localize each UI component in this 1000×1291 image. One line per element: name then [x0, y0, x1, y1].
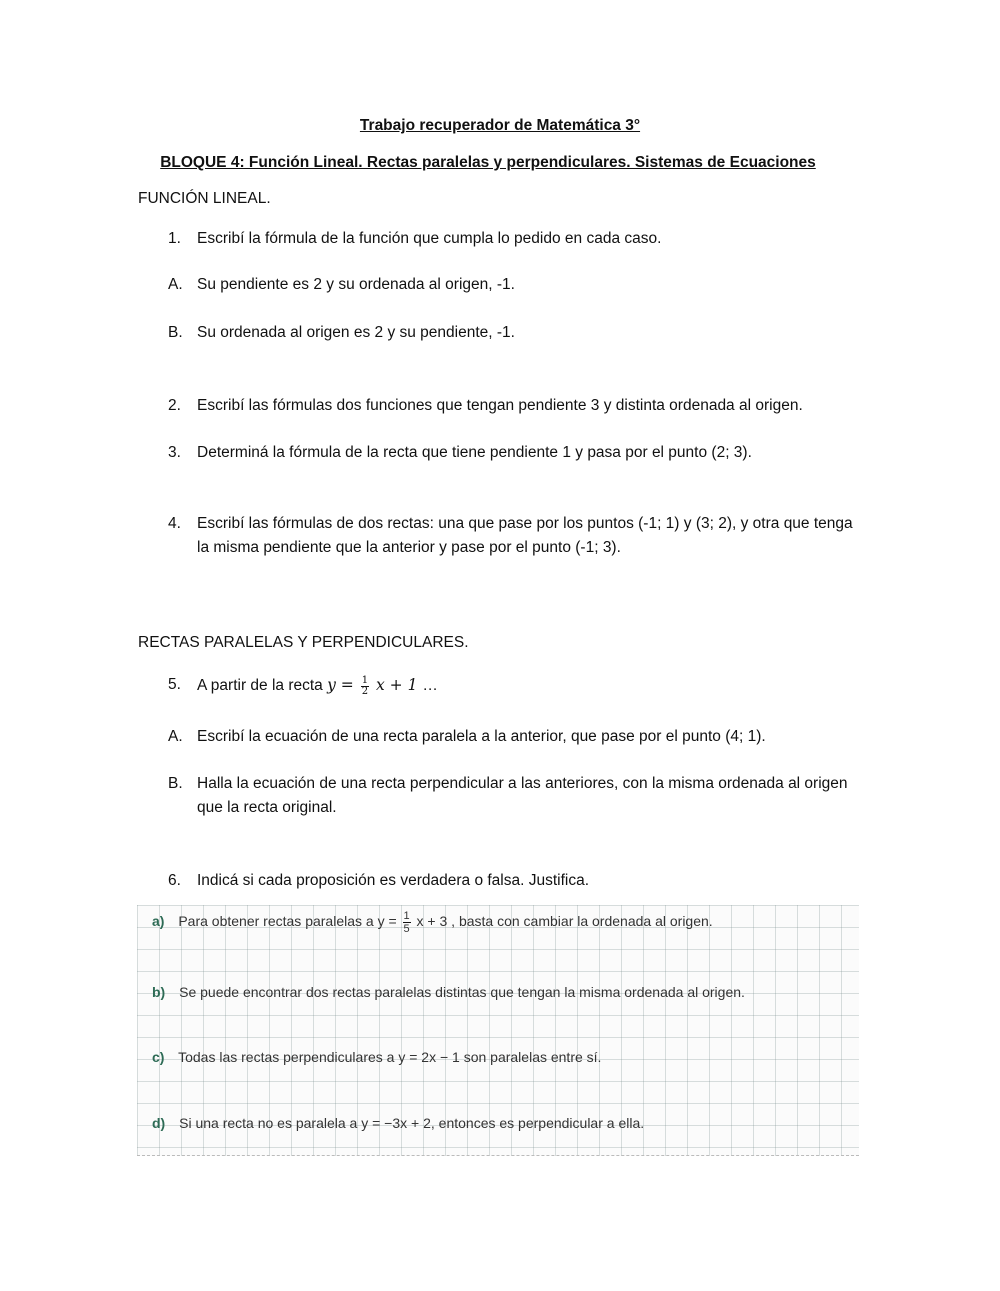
item-text: Escribí la fórmula de la función que cumpla lo pedido en cada caso. — [197, 230, 662, 247]
item-text: Indicá si cada proposición es verdadera o falsa. Justifica. — [197, 872, 590, 889]
item-text: Su pendiente es 2 y su ordenada al origen, -1. — [197, 276, 515, 293]
proposition-text: Se puede encontrar dos rectas paralelas distintas que tengan la misma ordenada al origen. — [179, 984, 745, 1000]
proposition-fraction — [403, 910, 411, 935]
proposition-label: b) — [152, 984, 166, 1000]
item-text: Halla la ecuación de una recta perpendicular a las anteriores, con la misma ordenada al origen que la recta original. — [197, 775, 848, 816]
equation-lhs: y = — [327, 676, 354, 694]
item-prefix: A partir de la recta — [197, 677, 328, 694]
item-number: 1. — [168, 230, 181, 247]
fraction-numerator: 1 — [361, 674, 369, 686]
fraction-numerator: 1 — [403, 910, 410, 922]
proposition-label: a) — [152, 913, 165, 930]
proposition-a — [152, 910, 852, 935]
item-number: 2. — [168, 397, 181, 414]
proposition-label: d) — [152, 1115, 166, 1131]
section-heading-funcion-lineal: FUNCIÓN LINEAL. — [138, 190, 271, 207]
equation-rhs: x + 1 — [376, 676, 418, 694]
proposition-text: Si una recta no es paralela a y = −3x + 2, entonces es perpendicular a ella. — [179, 1115, 645, 1131]
proposition-text-post: x + 3 , basta con cambiar la ordenada al origen. — [416, 913, 713, 930]
section-heading-rectas: RECTAS PARALELAS Y PERPENDICULARES. — [138, 634, 469, 651]
page-subtitle: BLOQUE 4: Función Lineal. Rectas paralelas y perpendiculares. Sistemas de Ecuaciones — [160, 154, 816, 171]
item-text: Escribí las fórmulas de dos rectas: una que pase por los puntos (-1; 1) y (3; 2), y otra que tenga la misma pendiente que la anterior y pase por el punto (-1; 3). — [197, 515, 853, 556]
item-number: 4. — [168, 515, 181, 532]
proposition-label: c) — [152, 1049, 165, 1065]
item-number: 3. — [168, 444, 181, 461]
proposition-d — [152, 1115, 852, 1131]
item-number: B. — [168, 324, 183, 341]
item-number: A. — [168, 728, 183, 745]
page-title: Trabajo recuperador de Matemática 3° — [359, 117, 641, 134]
proposition-c — [152, 1049, 852, 1065]
proposition-text: Todas las rectas perpendiculares a y = 2x − 1 son paralelas entre sí. — [178, 1049, 602, 1065]
item-number: A. — [168, 276, 183, 293]
item-text: Determiná la fórmula de la recta que tiene pendiente 1 y pasa por el punto (2; 3). — [197, 444, 752, 461]
fraction-denominator: 5 — [403, 923, 410, 935]
item-text: Escribí la ecuación de una recta paralela a la anterior, que pase por el punto (4; 1). — [197, 728, 766, 745]
item-number: 5. — [168, 676, 181, 693]
item-text — [197, 673, 857, 698]
item-text: Su ordenada al origen es 2 y su pendiente, -1. — [197, 324, 515, 341]
equation — [327, 674, 422, 697]
item-suffix: … — [422, 677, 438, 694]
proposition-text-pre: Para obtener rectas paralelas a y = — [178, 913, 397, 930]
item-number: 6. — [168, 872, 181, 889]
item-number: B. — [168, 775, 183, 792]
fraction-denominator: 2 — [361, 685, 369, 697]
equation-fraction — [361, 676, 369, 697]
proposition-b — [152, 984, 852, 1000]
item-text: Escribí las fórmulas dos funciones que tengan pendiente 3 y distinta ordenada al origen. — [197, 397, 803, 414]
